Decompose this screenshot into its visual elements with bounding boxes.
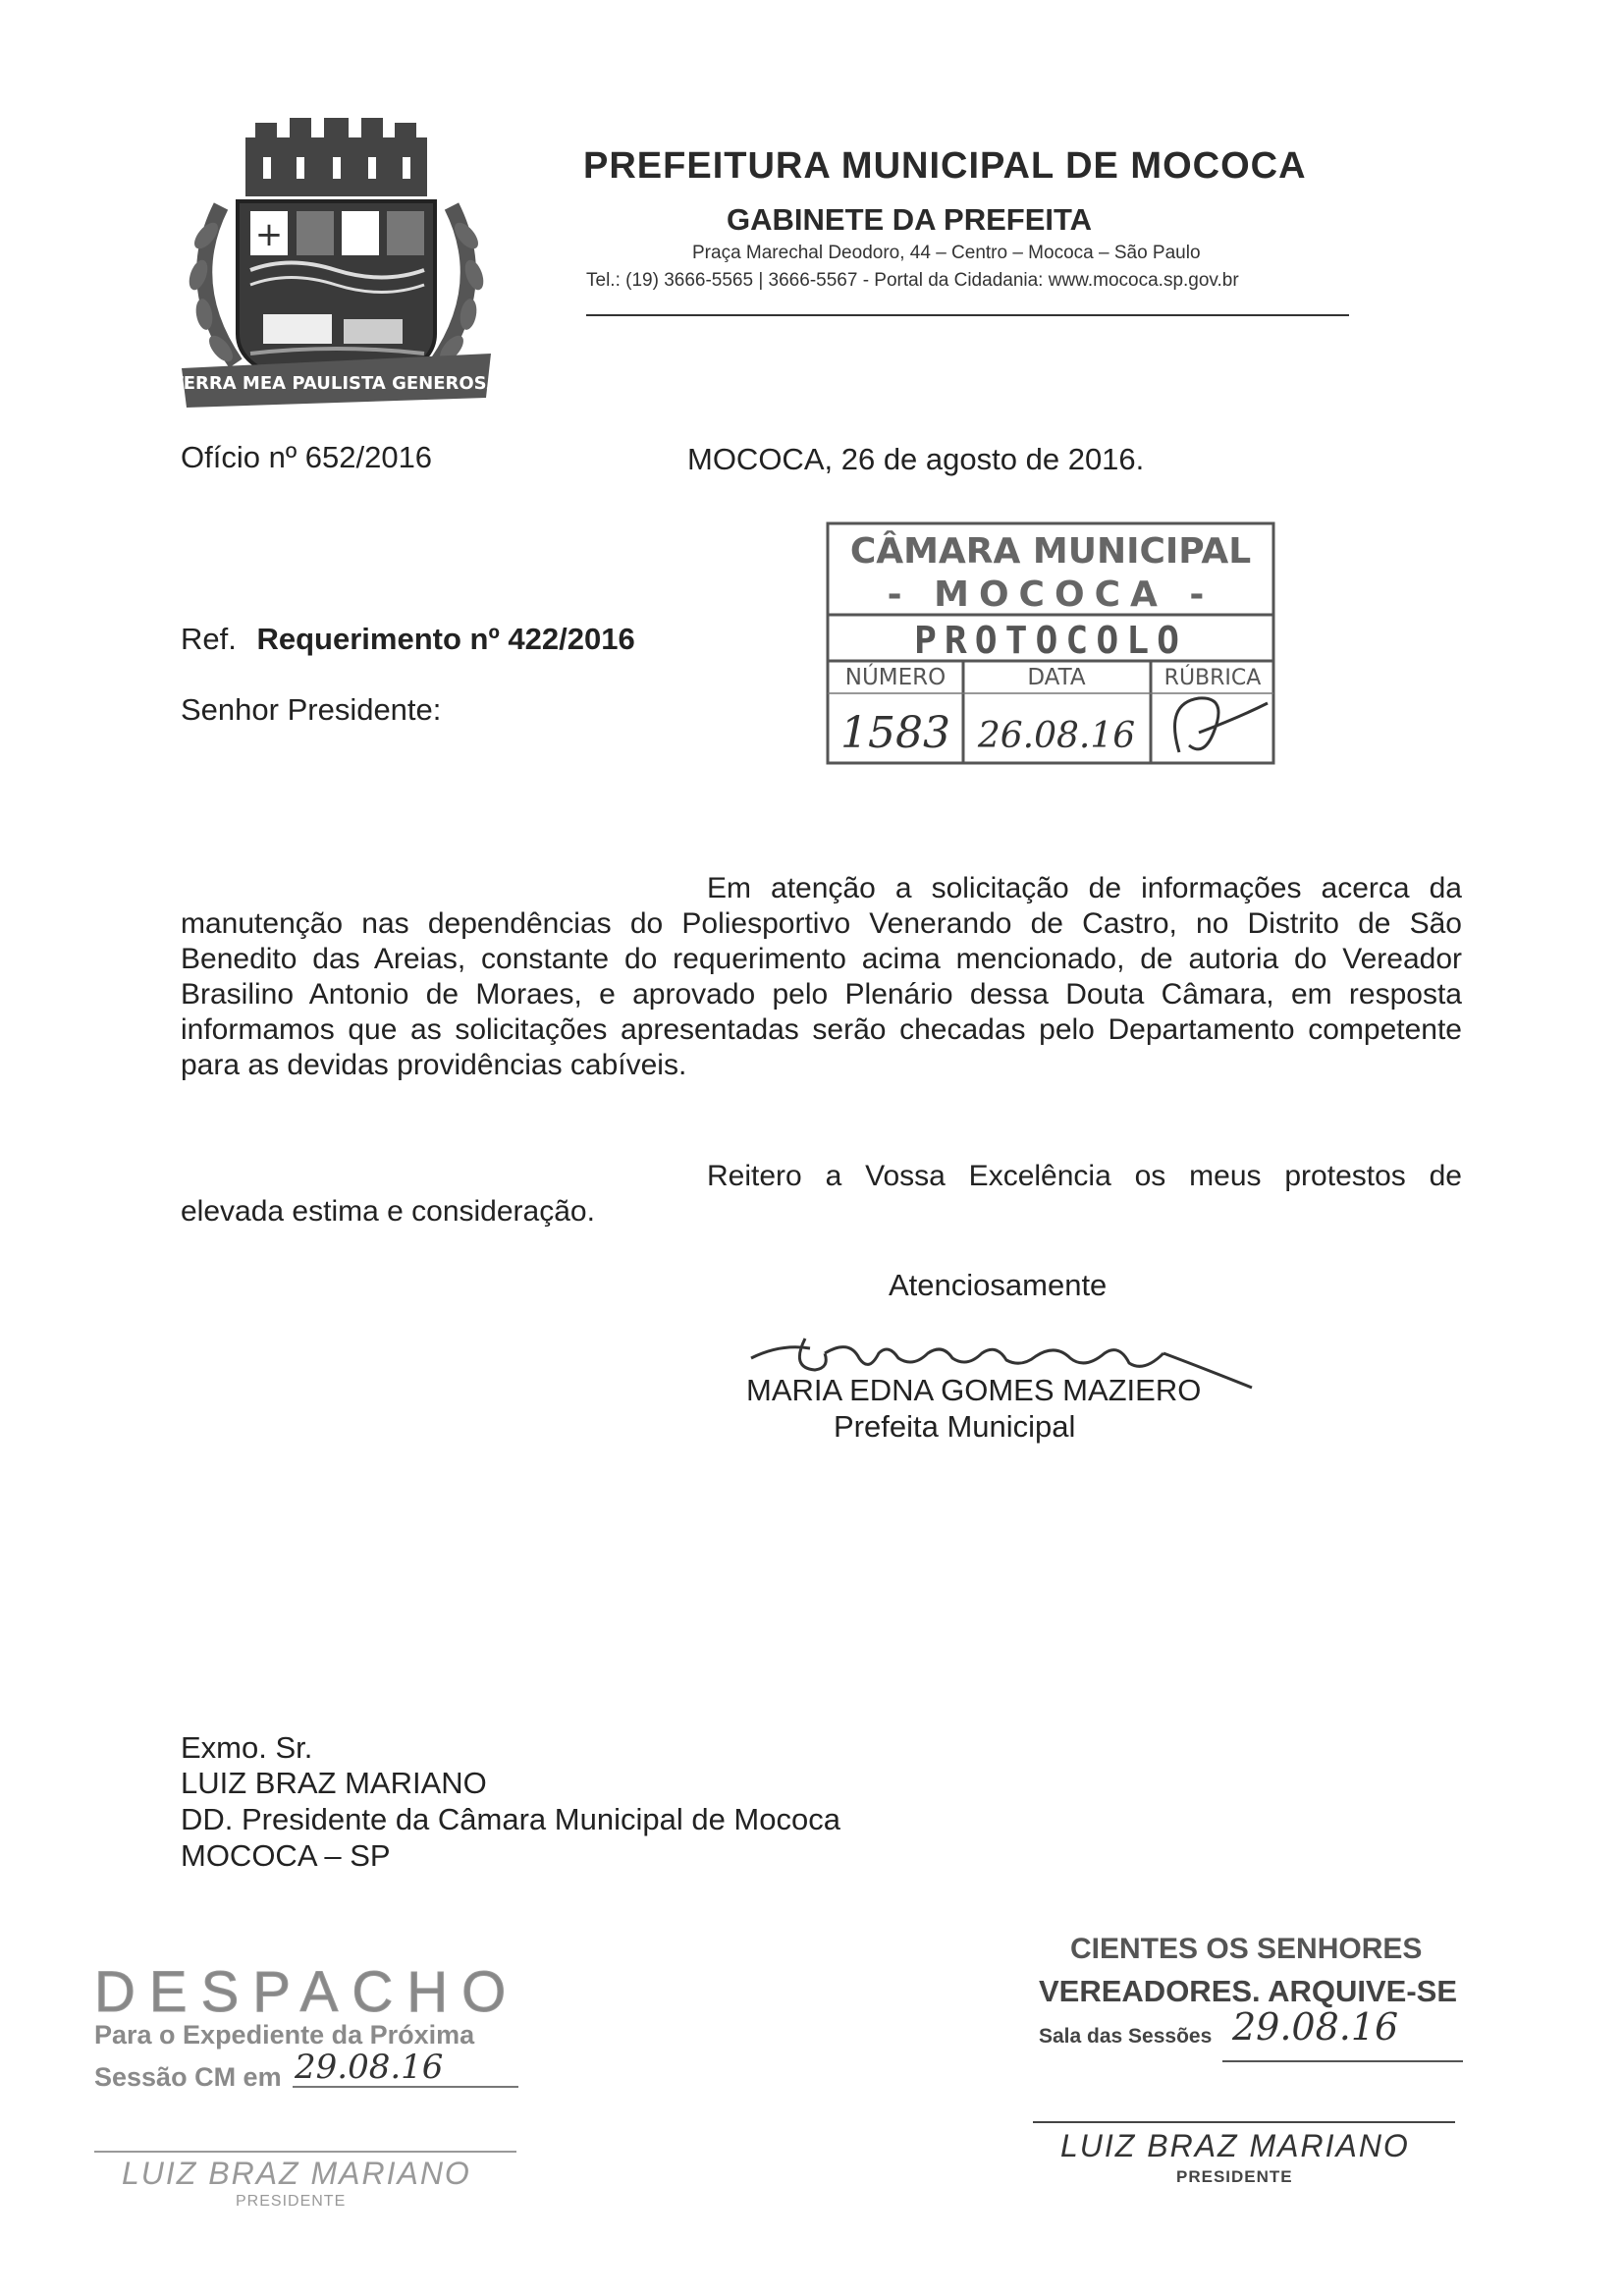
place-date: MOCOCA, 26 de agosto de 2016. [687,442,1145,476]
despacho-date: 29.08.16 [295,2048,444,2087]
body-paragraph-1 [181,871,1462,1083]
svg-text:+: + [254,215,284,254]
stamp-line1: CÂMARA MUNICIPAL [849,531,1252,572]
header-contact: Tel.: (19) 3666-5565 | 3666-5567 - Portal da Cidadania: www.mococa.sp.gov.br [586,270,1239,291]
body-paragraph-2 [181,1159,1462,1230]
stamp-data: 26.08.16 [977,716,1136,756]
reference [181,622,635,657]
header-title: PREFEITURA MUNICIPAL DE MOCOCA [583,145,1307,187]
reference-label: Ref. [181,622,237,656]
despacho-line-1: Para o Expediente da Próxima [94,2020,475,2050]
stamp-col-data: DATA [1027,665,1086,690]
cientes-name: LUIZ BRAZ MARIANO [1060,2128,1410,2163]
closing: Atenciosamente [889,1268,1108,1302]
signer-name: MARIA EDNA GOMES MAZIERO [746,1373,1202,1407]
recipient-line-3: DD. Presidente da Câmara Municipal de Mococa [181,1802,840,1836]
cientes-role: PRESIDENTE [1176,2167,1293,2186]
stamp-numero: 1583 [840,708,950,758]
signer-title: Prefeita Municipal [834,1409,1076,1444]
despacho-line-2: Sessão CM em [94,2062,282,2092]
despacho-role: PRESIDENTE [236,2193,347,2210]
reference-value: Requerimento nº 422/2016 [256,622,635,656]
stamp-rubrica-signature [1175,698,1269,752]
cientes-date-line [1222,2060,1463,2062]
stamp-col-rubrica: RÚBRICA [1163,666,1262,690]
cientes-line-2: VEREADORES. ARQUIVE-SE [1039,1974,1458,2008]
despacho-signature-line [94,2151,516,2153]
despacho-title: DESPACHO [94,1960,520,2024]
recipient-line-2: LUIZ BRAZ MARIANO [181,1766,487,1800]
header-address: Praça Marechal Deodoro, 44 – Centro – Mococa – São Paulo [692,243,1201,263]
coat-of-arms-logo [177,118,496,422]
cientes-date: 29.08.16 [1232,2005,1399,2049]
stamp-line2: - MOCOCA - [887,574,1215,615]
stamp-col-numero: NÚMERO [844,665,947,690]
body-paragraph-2-text: Reitero a Vossa Excelência os meus protestos de elevada estima e consideração. [181,1160,1462,1228]
salutation: Senhor Presidente: [181,692,442,727]
cientes-line-1: CIENTES OS SENHORES [1070,1933,1423,1965]
cientes-line-3: Sala das Sessões [1039,2025,1213,2048]
recipient-line-1: Exmo. Sr. [181,1730,313,1765]
header-divider [586,314,1349,316]
body-paragraph-1-text: Em atenção a solicitação de informações acerca da manutenção nas dependências do Poliesportivo Venerando de Castro, no Distrito de São Benedito das Areias, constante do requerimento acima mencionado, de autoria do Vereador Brasilino Antonio de Moraes, e aprovado pelo Plenário dessa Douta Câmara, em resposta informamos que as solicitações apresentadas serão checadas pelo Departamento competente para as devidas providências cabíveis. [181,872,1462,1081]
recipient-line-4: MOCOCA – SP [181,1838,391,1873]
oficio-number: Ofício nº 652/2016 [181,440,433,474]
cientes-signature-line [1033,2121,1455,2123]
despacho-name: LUIZ BRAZ MARIANO [122,2156,471,2191]
crest-motto: TERRA MEA PAULISTA GENEROSA [177,373,496,394]
stamp-line3: PROTOCOLO [914,619,1187,662]
protocol-stamp [826,521,1275,765]
header-subtitle: GABINETE DA PREFEITA [727,202,1093,237]
